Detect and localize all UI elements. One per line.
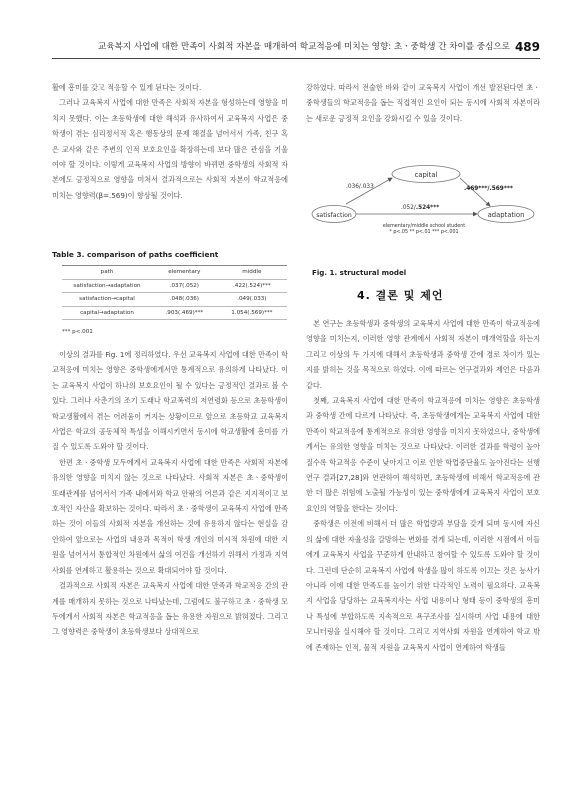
coef-middle: .524*** <box>415 205 440 211</box>
page-number: 489 <box>514 40 540 54</box>
running-header <box>52 36 540 59</box>
coef-satisfaction-capital: .036/.033 <box>346 184 374 190</box>
column-header: middle <box>217 266 287 280</box>
running-title: 교육복지 사업에 대한 만족이 사회적 자본을 매개하여 학교적응에 미치는 영향: 초ㆍ중학생 간 차이를 중심으로 <box>98 42 510 52</box>
adaptation-label: adaptation <box>487 211 525 219</box>
table-cell: .048(.036) <box>152 293 217 307</box>
table-header-row <box>62 266 287 280</box>
structural-model-diagram <box>306 162 540 266</box>
figure-caption: Fig. 1. structural model <box>312 268 407 277</box>
paths-coefficient-table <box>62 265 287 320</box>
paragraph: 이상의 결과를 Fig. 1에 정리하였다. 우선 교육복지 사업에 대한 만족이 학교적응에 미치는 영향은 중학생에게서만 통계적으로 유의하게 나타났다. 이는 교육복지 사업이 하나의 보호요인이 될 수 있다는 긍정적인 결과로 볼 수 있다. 그러나 사춘기의 조기 도래나 학교폭력의 저연령화 등으로 초등학생이 학교생활에서 겪는 어려움이 커지는 상황이므로 앞으로 초등학교 교육복지 사업은 학교의 공동체적 특성을 이해시키면서 동시에 학교생활에 흥미를 가질 수 있도록 도와야 할 것이다. <box>52 350 288 452</box>
column-header: elementary <box>152 266 217 280</box>
paragraph: 결과적으로 사회적 자본은 교육복지 사업에 대한 만족과 학교적응 간의 관계를 매개하지 못하는 것으로 나타났는데, 그럼에도 불구하고 초ㆍ중학생 모두에게서 사회적 자본은 학교적응을 돕는 유용한 자원으로 밝혀졌다. 그리고 그 영향력은 중학생이 초등학생보다 상대적으로 <box>52 581 288 637</box>
paragraph: 본 연구는 초등학생과 중학생의 교육복지 사업에 대한 만족이 학교적응에 영향을 미치는지, 이러한 영향 관계에서 사회적 자본이 매개역할을 하는지 그리고 이상의 두 가지에 대해서 초등학생과 중학생 간에 경로 차이가 있는지를 밝히는 것을 목적으로 하였다. 이에 따르는 연구결과와 제언은 다음과 같다. <box>306 319 540 390</box>
paragraph: 한편 초ㆍ중학생 모두에게서 교육복지 사업에 대한 만족은 사회적 자본에 유의한 영향을 미치지 않는 것으로 나타났다. 사회적 자본은 초ㆍ중학생이 또래관계를 넘어서서 가족 내에서와 학교 안팎의 어른과 같은 지지적이고 보호적인 자산을 확보하는 것이다. 따라서 초ㆍ중학생이 교육복지 사업에 만족하는 것이 이들의 사회적 자본을 개선하는 것에 유용하지 않다는 현실을 감안하여 앞으로는 사업의 내용과 목적이 학생 개인의 미시적 차원에 대한 지원을 넘어서서 통합적인 차원에서 삶의 여건을 개선하기 위해서 가정과 지역사회를 연계하고 활용하는 것으로 확대되어야 할 것이다. <box>52 457 288 575</box>
paragraph: 강하였다. 따라서 전술한 바와 같이 교육복지 사업이 개선 발전된다면 초ㆍ중학생들의 학교적응을 돕는 직접적인 요인이 되는 동시에 사회적 자본이라는 새로운 긍정적 요인을 강화시킬 수 있을 것이다. <box>306 83 540 123</box>
paragraph: 그러나 교육복지 사업에 대한 만족은 사회적 자본을 형성하는데 영향을 미치지 못했다. 이는 초등학생에 대한 해석과 유사하여서 교육복지 사업은 중학생이 겪는 심리정서적 혹은 행동상의 문제 해결을 넘어서서 가족, 친구 혹은 교사와 같은 주변의 인적 보호요인을 확장하는데 보다 많은 관심을 기울여야 할 것이다. 이렇게 교육복지 사업의 방향이 바뀌면 중학생의 사회적 자본에도 긍정적으로 영향을 미쳐서 결과적으로는 사회적 자본이 학교적응에 미치는 영향력(β=.569)이 향상될 것이다. <box>52 98 288 200</box>
paragraph: 중학생은 이전에 비해서 더 많은 학업량과 부담을 갖게 되며 동시에 자신의 삶에 대한 자율성을 갈망하는 변화를 겪게 되는데, 이러한 시점에서 이들에게 교육복지 사업을 꾸준하게 안내하고 참여할 수 있도록 도와야 할 것이다. 그런데 단순히 교육복지 사업에 학생을 많이 하도록 이끄는 것은 능사가 아니라 이에 대한 만족도를 높이기 위한 다각적인 노력이 필요하다. 교육복지 사업을 담당하는 교육복지사는 사업 내용이나 형태 등이 중학생의 흥미나 특성에 부합하도록 지속적으로 욕구조사를 실시하며 사업 내용에 대한 모니터링을 실시해야 할 것이다. 그리고 지역사회 자원을 연계하여 학교 밖에 존재하는 인적, 물적 자원을 교육복지 사업이 연계하여 학생들 <box>306 519 540 652</box>
table-cell: 1.054(.569)*** <box>217 306 287 320</box>
table-row <box>62 306 287 320</box>
significance-note: * p<.05 ** p<.01 *** p<.001 <box>389 230 459 235</box>
table-row <box>62 293 287 307</box>
coef-capital-adaptation: .469***/.569*** <box>464 186 513 192</box>
column-header: path <box>62 266 152 280</box>
path-capital-adaptation <box>460 178 490 206</box>
right-column-top <box>306 80 540 126</box>
diagram-legend: elementary/middle school student <box>382 224 466 229</box>
table-cell: satisfaction→capital <box>62 293 152 307</box>
table-cell: .049(.033) <box>217 293 287 307</box>
capital-label: capital <box>414 171 438 179</box>
left-column-bottom <box>52 347 288 640</box>
paragraph: 첫째, 교육복지 사업에 대한 만족이 학교적응에 미치는 영향은 초등학생과 중학생 간에 다르게 나타났다. 즉, 초등학생에게는 교육복지 사업에 대한 만족이 학교적응에 통계적으로 유의한 영향을 미치지 못하였으나, 중학생에게서는 유의한 영향을 미치는 것으로 나타났다. 이러한 결과를 학령이 높아질수록 학교적응 수준이 낮아지고 이로 인한 학업중단율도 높아진다는 선행연구 결과[27,28]와 연관하여 해석하면, 초등학생에 비해서 학교적응에 관한 더 많은 위험에 노출될 가능성이 있는 중학생에게 교육복지 사업이 보호요인의 역할을 한다는 것이다. <box>306 396 540 513</box>
path-satisfaction-capital <box>346 178 392 204</box>
paragraph: 활에 흥미를 갖고 적응할 수 있게 된다는 것이다. <box>52 83 202 92</box>
coef-satisfaction-adaptation <box>401 205 439 211</box>
section-heading: 4. 결론 및 제언 <box>357 289 444 302</box>
table-cell: satisfaction→adaptation <box>62 279 152 293</box>
satisfaction-label: satisfaction <box>316 212 352 219</box>
right-column-bottom <box>306 316 540 655</box>
table-cell: .903(.469)*** <box>152 306 217 320</box>
table-row <box>62 279 287 293</box>
table-cell: capital→adaptation <box>62 306 152 320</box>
table-cell: .037(.052) <box>152 279 217 293</box>
table-note: *** p<.001 <box>62 329 93 335</box>
table-caption: Table 3. comparison of paths coefficient <box>52 250 219 259</box>
coef-elementary: .052/ <box>401 205 416 211</box>
table-cell: .422(.524)*** <box>217 279 287 293</box>
left-column-top <box>52 80 288 203</box>
